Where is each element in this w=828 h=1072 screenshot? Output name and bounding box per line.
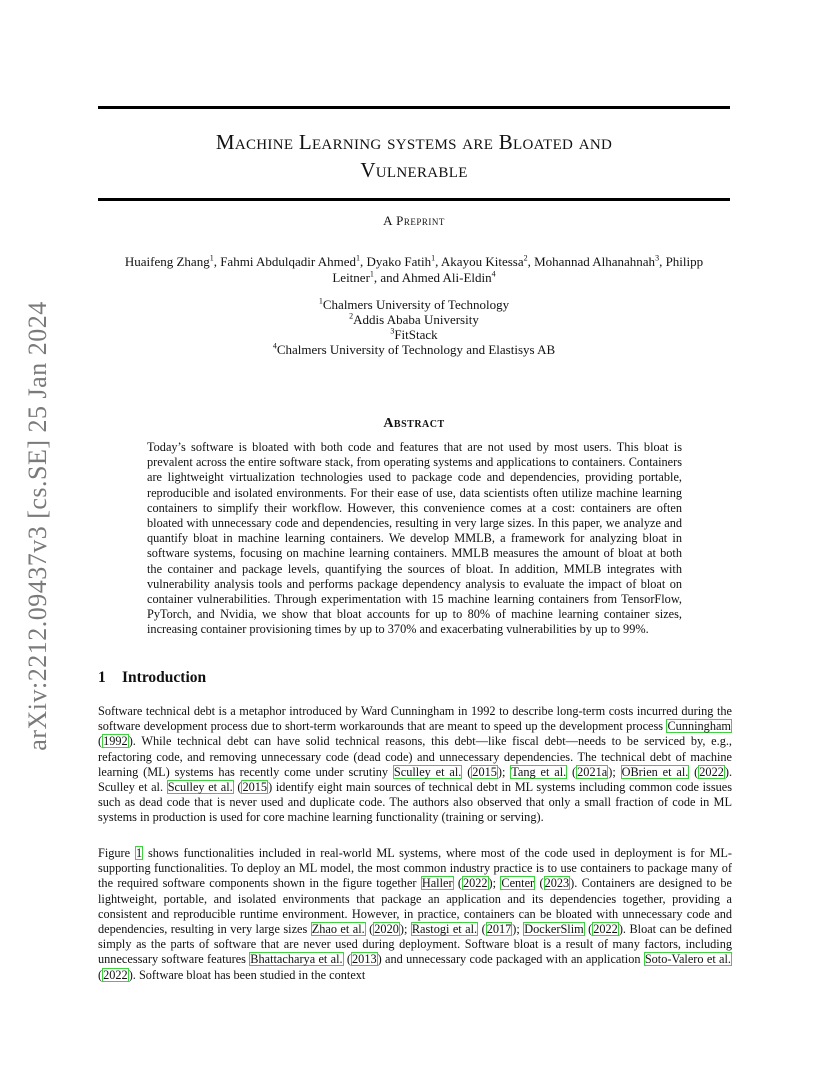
citation-link[interactable]: 2021a <box>577 764 608 779</box>
author-affiliation-mark: 2 <box>523 253 528 263</box>
affiliation-item <box>98 312 730 327</box>
author-line-2: Leitner$^1$, and Ahmed Ali-Eldin$^4$ <box>332 269 496 285</box>
citation-link[interactable]: 2017 <box>486 922 512 937</box>
citation-link[interactable]: Center <box>501 876 535 891</box>
affiliation-name: Addis Ababa University <box>353 312 479 327</box>
citation-link[interactable]: 1 <box>135 846 143 860</box>
affiliation-mark: 2 <box>349 311 354 321</box>
author-name: Mohannad Alhanahnah <box>534 254 656 269</box>
author-name: Fahmi Abdulqadir Ahmed <box>220 254 356 269</box>
author-name: Akayou Kitessa <box>440 254 524 269</box>
affiliation-name: Chalmers University of Technology <box>322 297 510 312</box>
citation-link[interactable]: Sculley et al. <box>393 764 462 779</box>
title-line-2: Vulnerable <box>360 158 468 182</box>
citation-link[interactable]: Cunningham <box>667 719 731 734</box>
intro-paragraph-1: Software technical debt is a metaphor introduced by Ward Cunningham in 1992 to describe long-term costs incurred during the software development process due to short-term workarounds that are meant to speed up the development process Cunningham (1992). While technical debt can have solid technical reasons, this debt—like fiscal debt—needs to be serviced by, e.g., refactoring code, and removing unnecessary code (dead code) and unnecessary dependencies. The technical debt of machine learning (ML) systems has recently come under scrutiny Sculley et al. (2015); Tang et al. (2021a); OBrien et al. (2022). Sculley et al. Sculley et al. (2015) identify eight main sources of technical debt in ML systems including common code issues such as dead code that is never used and duplicate code. The authors also observed that only a small fraction of code in ML systems in production is used for core machine learning functionality (training or serving). <box>98 704 733 825</box>
citation-link[interactable]: OBrien et al. <box>621 764 689 779</box>
affiliation-mark: 4 <box>272 341 277 351</box>
citation-link[interactable]: Rastogi et al. <box>411 922 478 937</box>
citation-link[interactable]: Tang et al. <box>511 764 567 779</box>
affiliation-item <box>98 297 730 312</box>
citation-link[interactable]: 2013 <box>352 952 377 967</box>
author-affiliation-mark: 1 <box>355 253 360 263</box>
citation-link[interactable]: 1992 <box>103 734 128 749</box>
affiliation-name: FitStack <box>394 327 438 342</box>
section-heading <box>98 669 206 687</box>
abstract-heading: Abstract <box>383 416 445 431</box>
citation-link[interactable]: Soto-Valero et al. <box>644 952 732 967</box>
affiliation-mark: 3 <box>390 326 395 336</box>
arxiv-identifier[interactable]: arXiv:2212.09437v3 [cs.SE] 25 Jan 2024 <box>23 301 52 751</box>
author-affiliation-mark: 1 <box>209 253 214 263</box>
author-list <box>106 254 722 286</box>
citation-link[interactable]: 2023 <box>544 876 570 891</box>
intro-paragraph-2: Figure 1 shows functionalities included in real-world ML systems, where most of the code used in deployment is for ML-supporting functionalities. To deploy an ML model, the most common industry practice is to use containers to package many of the required software components shown in the figure together Haller (2022); Center (2023). Containers are designed to be lightweight, portable, and isolated environments that package an application and its dependencies together, providing a consistent and reproducible runtime environment. However, in practice, containers can be bloated with unnecessary code and dependencies, resulting in very large sizes Zhao et al. (2020); Rastogi et al. (2017); DockerSlim (2022). Bloat can be defined simply as the parts of software that are never used during deployment. Software bloat is a result of many factors, including unnecessary software features Bhattacharya et al. (2013) and unnecessary code packaged with an application Soto-Valero et al. (2022). Software bloat has been studied in the context <box>98 846 733 982</box>
affiliation-list <box>98 297 730 357</box>
title-top-rule <box>98 106 730 109</box>
citation-link[interactable]: Bhattacharya et al. <box>250 952 343 967</box>
citation-link[interactable]: 2022 <box>593 922 618 937</box>
title-line-1: Machine Learning systems are Bloated and <box>215 130 613 154</box>
citation-link[interactable]: Sculley et al. <box>167 780 233 795</box>
citation-link[interactable]: 2022 <box>103 967 128 982</box>
author-affiliation-mark: 1 <box>369 269 374 279</box>
author-affiliation-mark: 3 <box>655 253 660 263</box>
affiliation-item <box>98 327 730 342</box>
citation-link[interactable]: Zhao et al. <box>311 922 365 937</box>
author-name: Philipp <box>665 254 704 269</box>
citation-link[interactable]: 2022 <box>699 764 724 779</box>
section-number: 1 <box>98 669 106 686</box>
citation-link[interactable]: DockerSlim <box>524 922 584 937</box>
citation-link[interactable]: Haller <box>421 876 453 891</box>
citation-link[interactable]: 2015 <box>242 780 268 795</box>
author-line-1: Huaifeng Zhang$^1$, Fahmi Abdulqadir Ahmed$^1$, Dyako Fatih$^1$, Akayou Kitessa$^2$, Mohannad Alhanahnah$^3$, Philipp <box>124 253 704 269</box>
author-name: Huaifeng Zhang <box>124 254 210 269</box>
section-title: Introduction <box>122 669 207 686</box>
affiliation-item <box>98 342 730 357</box>
author-affiliation-mark: 4 <box>491 269 496 279</box>
title-bottom-rule <box>98 198 730 201</box>
citation-link[interactable]: 2020 <box>374 922 399 937</box>
preprint-label: A Preprint <box>383 213 445 228</box>
paper-title <box>98 128 730 184</box>
author-affiliation-mark: 1 <box>431 253 436 263</box>
abstract-text: Today’s software is bloated with both code and features that are not used by most users. This bloat is prevalent across the entire software stack, from operating systems and applications to containers. Containers are lightweight virtualization technologies used to package code and dependencies, providing portable, reproducible and isolated environments. For their ease of use, data scientists often utilize machine learning containers to simplify their workflow. However, this convenience comes at a cost: containers are often bloated with unnecessary code and dependencies, resulting in very large sizes. In this paper, we analyze and quantify bloat in machine learning containers. We develop MMLB, a framework for analyzing bloat in software systems, focusing on machine learning containers. MMLB measures the amount of bloat at both the container and package levels, quantifying the sources of bloat. In addition, MMLB integrates with vulnerability analysis tools and performs package dependency analysis to evaluate the impact of bloat on container vulnerabilities. Through experimentation with 15 machine learning containers from TensorFlow, PyTorch, and Nvidia, we show that bloat accounts for up to 80% of machine learning container sizes, increasing container provisioning times by up to 370% and exacerbating vulnerabilities by up to 99%. <box>147 440 682 637</box>
author-name: Ahmed Ali-Eldin <box>401 270 492 285</box>
author-name: Leitner <box>332 270 370 285</box>
citation-link[interactable]: 2015 <box>472 764 497 779</box>
affiliation-mark: 1 <box>318 296 323 306</box>
citation-link[interactable]: 2022 <box>462 876 488 891</box>
author-name: Dyako Fatih <box>366 254 432 269</box>
affiliation-name: Chalmers University of Technology and Elastisys AB <box>276 342 556 357</box>
